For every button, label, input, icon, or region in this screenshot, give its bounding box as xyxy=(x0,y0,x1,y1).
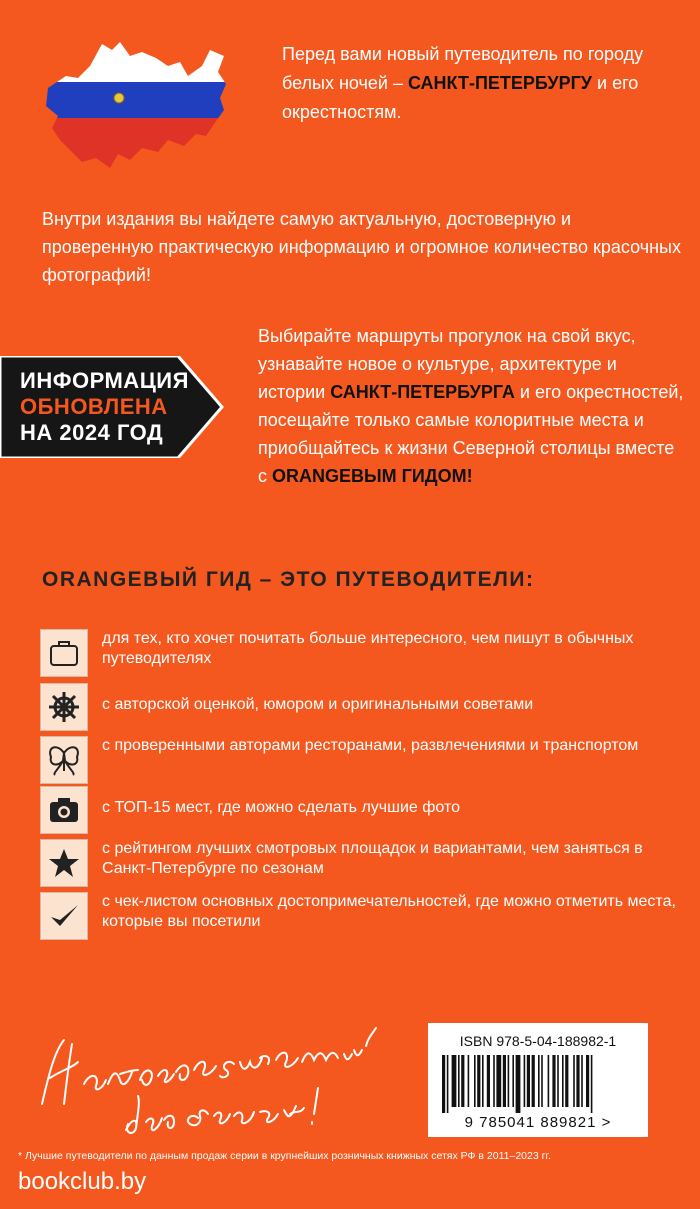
isbn-barcode xyxy=(428,1023,648,1137)
barcode-bar xyxy=(573,1055,575,1107)
barcode-bar xyxy=(442,1055,445,1113)
barcode-bar xyxy=(581,1055,583,1107)
barcode-bar xyxy=(516,1055,521,1113)
routes-highlight-1: САНКТ-ПЕТЕРБУРГА xyxy=(330,382,515,402)
barcode-bar xyxy=(548,1055,550,1107)
barcode-digits: 9 785041 889821 > xyxy=(464,1114,612,1131)
suitcase-icon xyxy=(40,629,88,677)
routes-text-2: и его окрестностей, посещайте только самые колоритные места и приобщайтесь к жизни Северной столицы вместе с xyxy=(258,382,684,486)
ship-wheel-icon xyxy=(40,683,88,731)
features-heading: ORANGEВЫЙ ГИД – ЭТО ПУТЕВОДИТЕЛИ: xyxy=(42,568,535,591)
barcode-bar xyxy=(552,1055,555,1107)
footnote: * Лучшие путеводители по данным продаж серии в крупнейших розничных книжных сетях РФ в 2011–2023 гг. xyxy=(18,1150,551,1162)
russia-flag-map xyxy=(38,36,238,176)
barcode-bar xyxy=(458,1055,460,1107)
barcode-bar xyxy=(576,1055,579,1107)
routes-paragraph xyxy=(258,322,688,490)
info-updated-badge xyxy=(0,356,224,458)
intro-text: Перед вами новый путеводитель по городу белых ночей – xyxy=(282,44,644,93)
barcode-bar xyxy=(532,1055,535,1107)
barcode-bars xyxy=(440,1055,636,1113)
inside-paragraph: Внутри издания вы найдете самую актуальную, достоверную и проверенную практическую информацию и огромное количество красочных фотографий! xyxy=(42,209,681,285)
barcode-bar xyxy=(461,1055,464,1107)
barcode-bar xyxy=(452,1055,457,1107)
feature-text: с ТОП-15 мест, где можно сделать лучшие фото xyxy=(102,799,460,816)
isbn-label: ISBN 978-5-04-188982-1 xyxy=(459,1033,617,1049)
barcode-bar xyxy=(586,1055,589,1107)
camera-icon xyxy=(40,786,88,834)
badge-line-2: ОБНОВЛЕНА xyxy=(20,394,168,419)
barcode-bar xyxy=(508,1055,510,1107)
barcode-bar xyxy=(447,1055,449,1113)
handwritten-signature xyxy=(28,1018,398,1148)
barcode-bar xyxy=(468,1055,470,1107)
barcode-bar xyxy=(565,1055,568,1107)
barcode-bar xyxy=(477,1055,480,1107)
intro-text-end: и его окрестностям. xyxy=(282,73,639,122)
routes-highlight-2: ORANGEВЫМ ГИДОМ! xyxy=(272,466,473,486)
feature-text: с проверенными авторами ресторанами, развлечениями и транспортом xyxy=(102,737,639,754)
badge-line-1: ИНФОРМАЦИЯ xyxy=(20,368,189,393)
barcode-bar xyxy=(512,1055,514,1107)
star-icon xyxy=(40,839,88,887)
barcode-bar xyxy=(474,1055,476,1107)
butterfly-icon xyxy=(40,736,88,784)
feature-text: с авторской оценкой, юмором и оригинальными советами xyxy=(102,696,534,713)
barcode-bar xyxy=(482,1055,484,1107)
feature-text: с рейтингом лучших смотровых площадок и вариантами, чем заняться в Санкт-Петербурге по сезонам xyxy=(102,840,643,877)
checkmark-icon xyxy=(40,892,88,940)
barcode-bar xyxy=(527,1055,530,1107)
feature-text: для тех, кто хочет почитать больше интересного, чем пишут в обычных путеводителях xyxy=(102,630,634,667)
barcode-bar xyxy=(524,1055,526,1107)
barcode-bar xyxy=(493,1055,495,1107)
intro-paragraph xyxy=(282,40,682,127)
barcode-bar xyxy=(557,1055,559,1107)
barcode-bar xyxy=(541,1055,543,1107)
barcode-bar xyxy=(562,1055,564,1107)
barcode-bar xyxy=(496,1055,501,1107)
feature-text: с чек-листом основных достопримечательностей, где можно отметить места, которые вы посетили xyxy=(102,893,676,930)
barcode-bar xyxy=(487,1055,490,1107)
barcode-bar xyxy=(503,1055,506,1107)
intro-highlight: САНКТ-ПЕТЕРБУРГУ xyxy=(407,73,593,93)
routes-text-1: Выбирайте маршруты прогулок на свой вкус, узнавайте новое о культуре, архитектуре и истории xyxy=(258,326,636,402)
site-watermark: bookclub.by xyxy=(18,1168,147,1195)
barcode-bar xyxy=(591,1055,593,1113)
badge-line-3: НА 2024 ГОД xyxy=(20,420,164,445)
barcode-bar xyxy=(538,1055,540,1107)
